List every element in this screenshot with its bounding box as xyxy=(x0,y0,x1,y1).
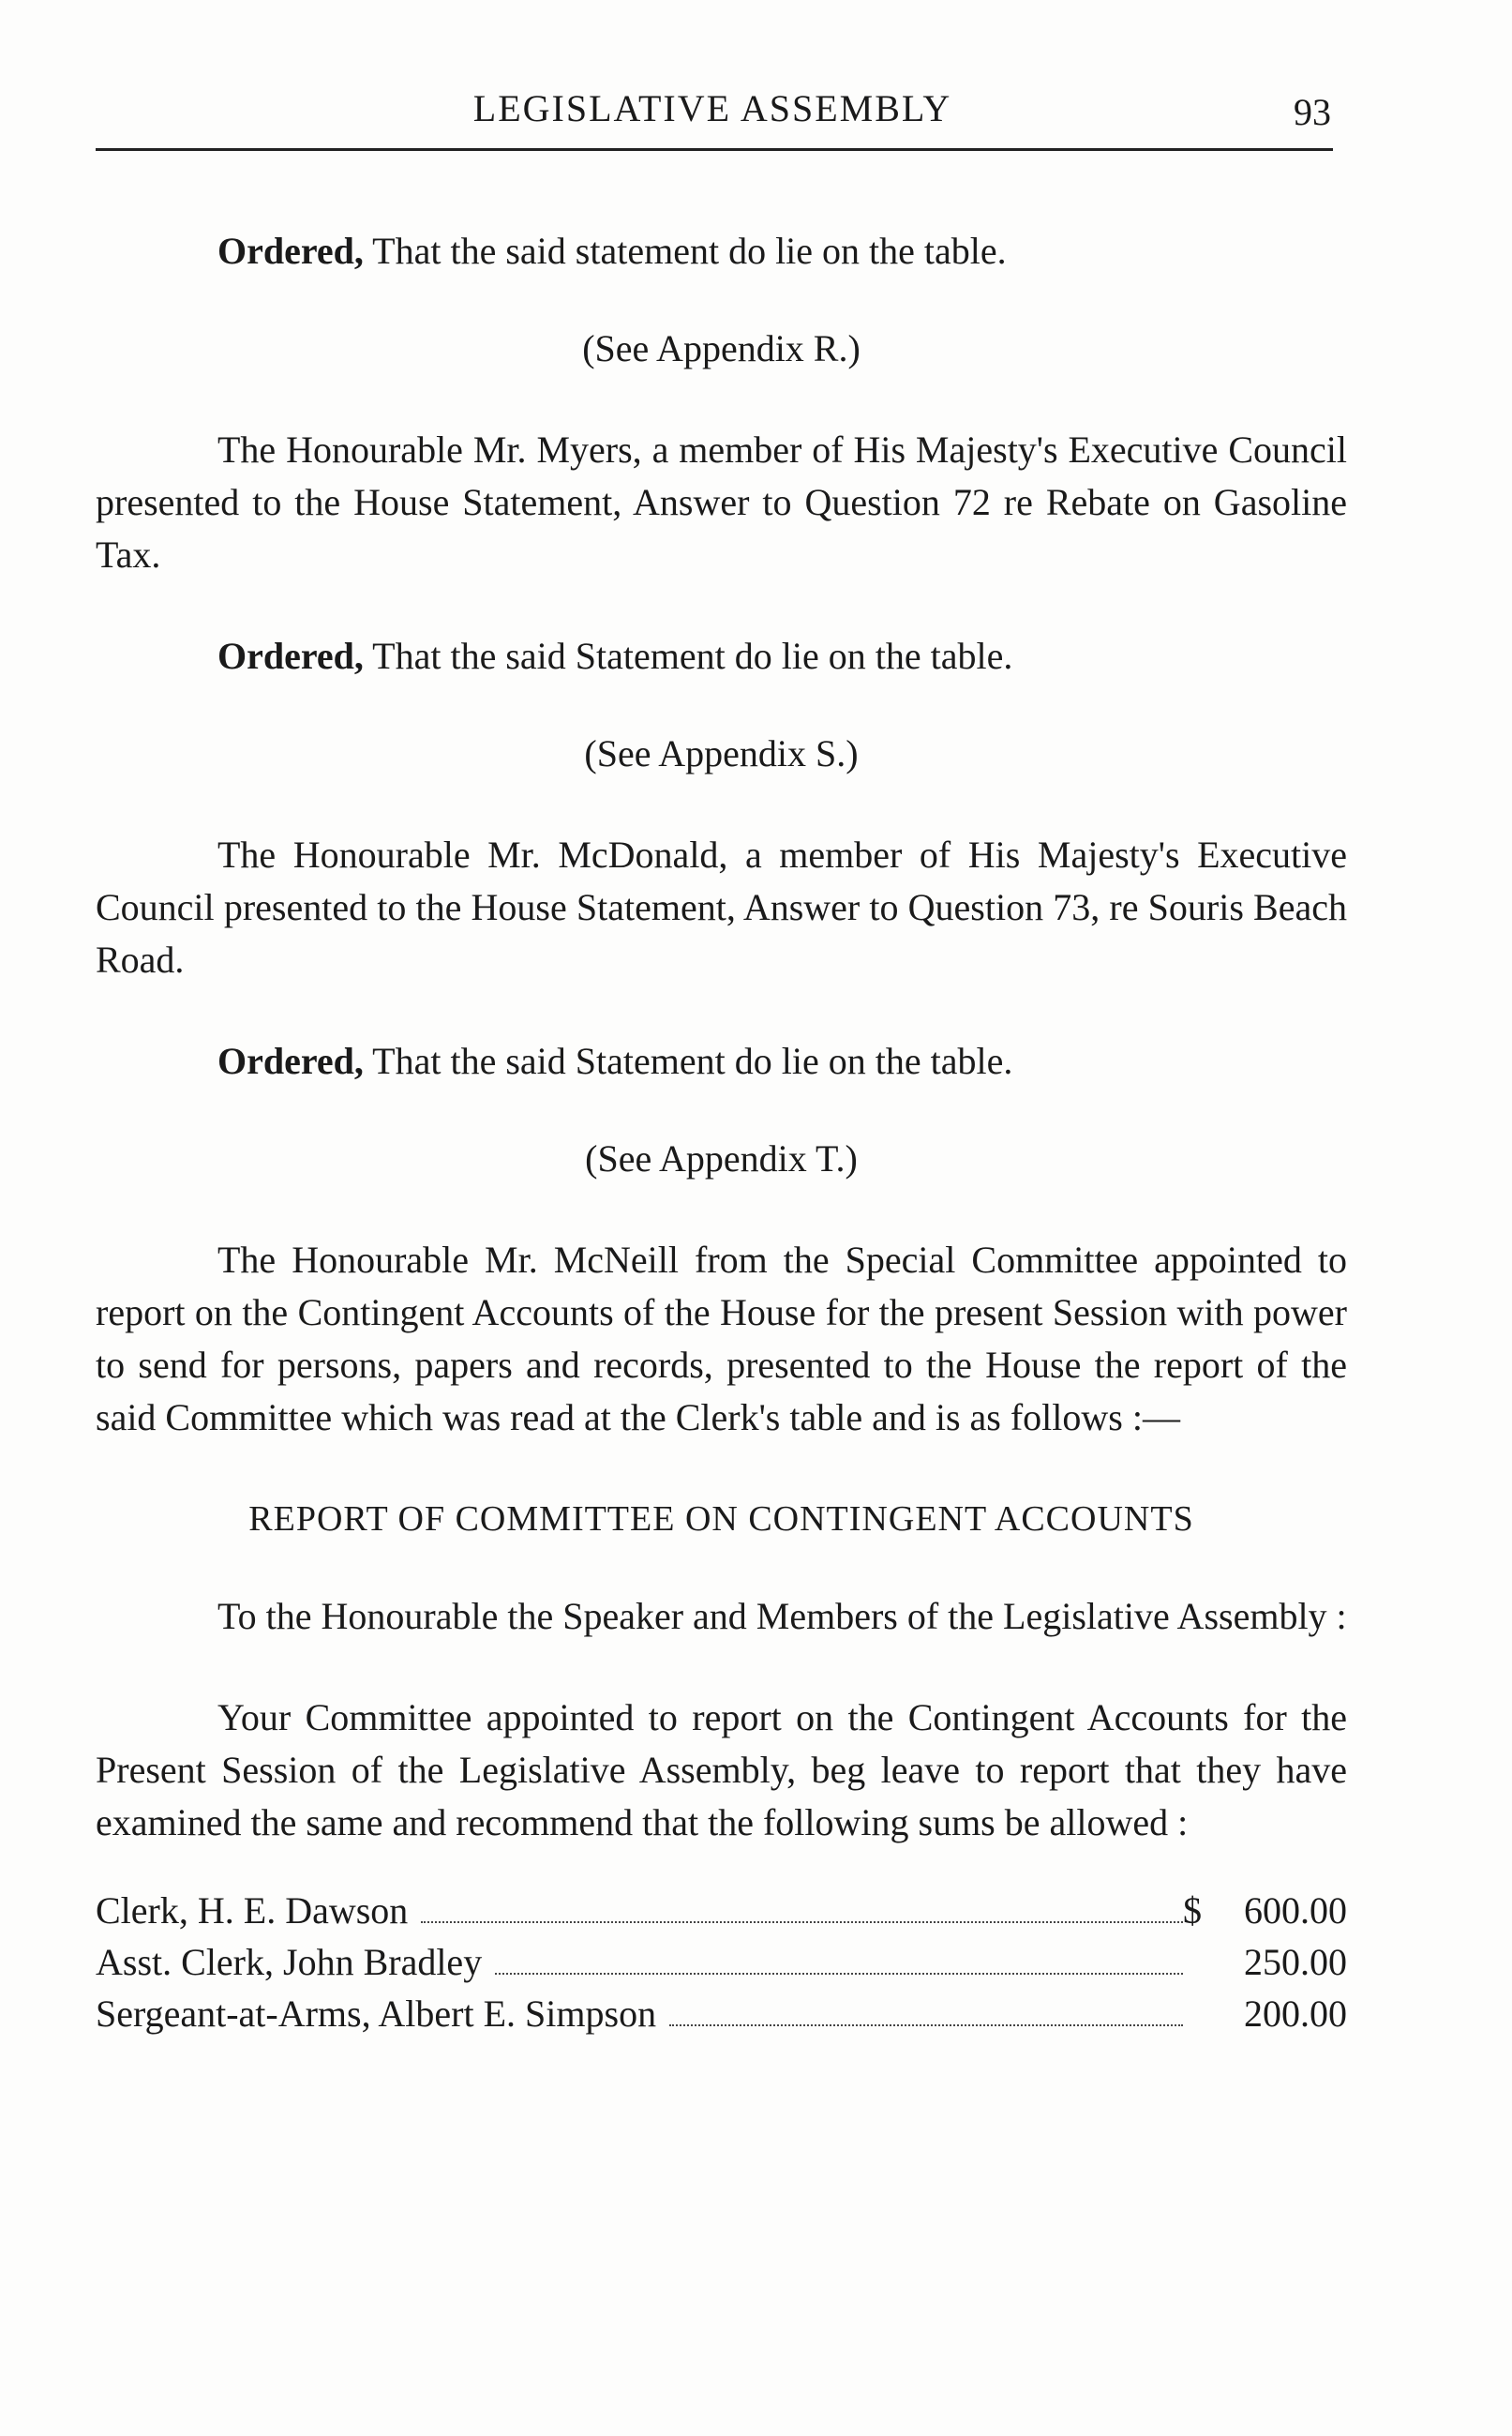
ordered-keyword: Ordered, xyxy=(217,1040,364,1082)
accounts-list xyxy=(96,1885,1347,2039)
paragraph-myers: The Honourable Mr. Myers, a member of His Majesty's Executive Council presented to the House Statement, Answer to Question 72 re Rebate on Gasoline Tax. xyxy=(96,429,1347,576)
paragraph-mcdonald: The Honourable Mr. McDonald, a member of His Majesty's Executive Council presented to the House Statement, Answer to Question 73, re Souris Beach Road. xyxy=(96,834,1347,981)
ordered-keyword: Ordered, xyxy=(217,230,364,272)
appendix-reference: (See Appendix R.) xyxy=(582,327,861,369)
ordered-paragraph xyxy=(96,225,1347,278)
ordered-paragraph xyxy=(96,1035,1347,1088)
dot-leader xyxy=(669,2024,1183,2026)
ordered-text: That the said statement do lie on the table. xyxy=(363,230,1007,272)
account-name: Asst. Clerk, John Bradley xyxy=(96,1941,483,1983)
address-paragraph: To the Honourable the Speaker and Members of the Legislative Assembly : xyxy=(217,1595,1347,1637)
appendix-reference: (See Appendix S.) xyxy=(584,732,859,774)
ordered-keyword: Ordered, xyxy=(217,635,364,677)
account-row xyxy=(96,1988,1347,2039)
page-number: 93 xyxy=(1294,91,1331,133)
header-rule xyxy=(96,148,1333,151)
account-name: Sergeant-at-Arms, Albert E. Simpson xyxy=(96,1992,657,2035)
account-row xyxy=(96,1885,1347,1936)
account-amount xyxy=(1183,1988,1347,2039)
dot-leader xyxy=(495,1973,1183,1975)
amount-value: 600.00 xyxy=(1244,1889,1347,1932)
account-name: Clerk, H. E. Dawson xyxy=(96,1889,409,1932)
currency-symbol: $ xyxy=(1183,1889,1202,1932)
report-heading: REPORT OF COMMITTEE ON CONTINGENT ACCOUNTS xyxy=(248,1499,1194,1539)
body-text xyxy=(96,225,1347,2039)
ordered-text: That the said Statement do lie on the table. xyxy=(363,1040,1013,1082)
account-row xyxy=(96,1936,1347,1988)
ordered-text: That the said Statement do lie on the table. xyxy=(363,635,1013,677)
account-amount xyxy=(1183,1936,1347,1988)
paragraph-mcneill: The Honourable Mr. McNeill from the Special Committee appointed to report on the Contingent Accounts of the House for the present Session with power to send for persons, papers and records, presented to the House the report of the said Committee which was read at the Clerk's table and is as follows :— xyxy=(96,1239,1347,1438)
running-header xyxy=(94,86,1331,143)
running-title: LEGISLATIVE ASSEMBLY xyxy=(472,87,952,129)
account-amount xyxy=(1183,1885,1347,1936)
dot-leader xyxy=(421,1921,1183,1923)
ordered-paragraph xyxy=(96,630,1347,683)
amount-value: 200.00 xyxy=(1244,1992,1347,2035)
appendix-reference: (See Appendix T.) xyxy=(585,1137,858,1180)
paragraph-committee: Your Committee appointed to report on the Contingent Accounts for the Present Session of the Legislative Assembly, beg leave to report that they have examined the same and recommend that the following sums be allowed : xyxy=(96,1696,1347,1843)
amount-value: 250.00 xyxy=(1244,1941,1347,1983)
